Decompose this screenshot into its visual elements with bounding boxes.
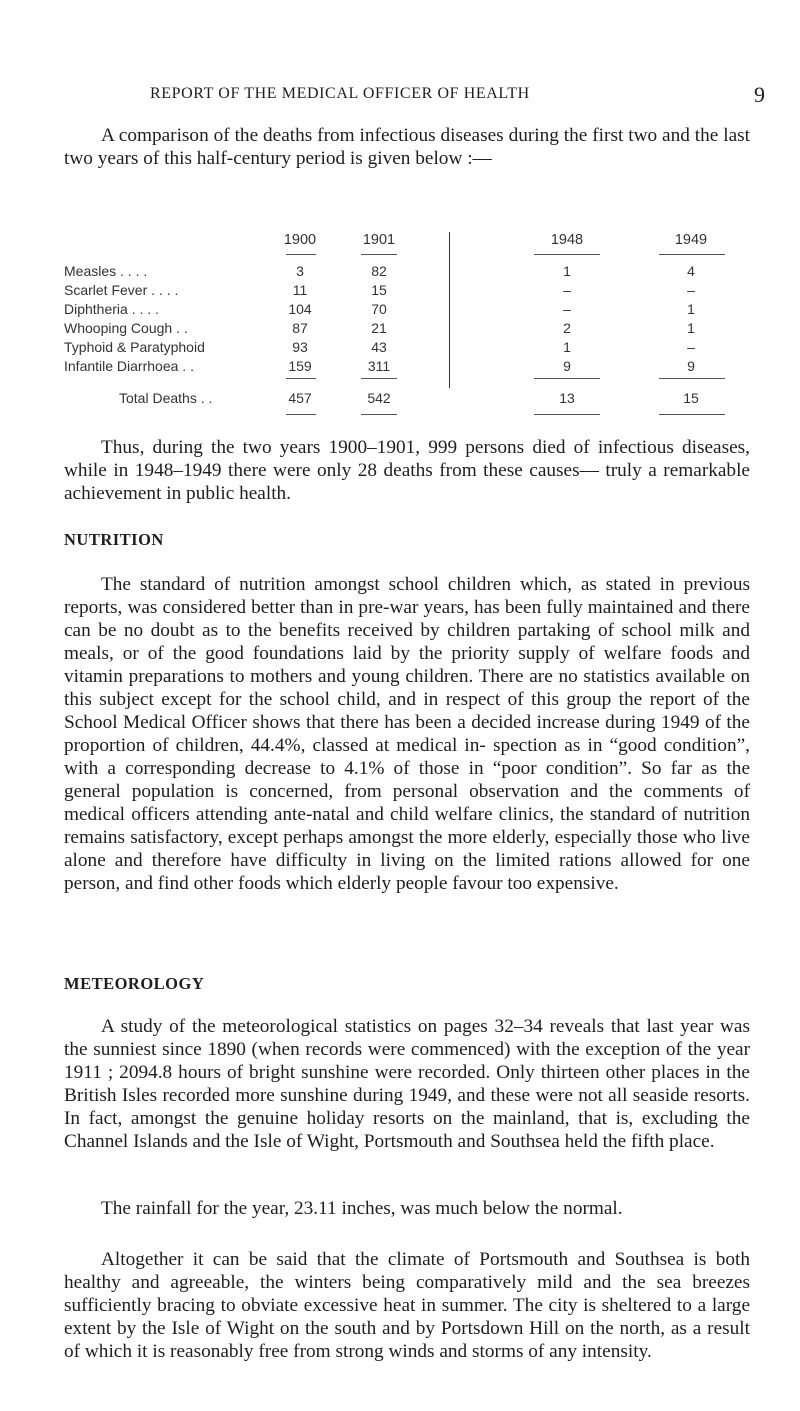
bottom-rule bbox=[286, 414, 316, 415]
total-label: Total Deaths . . bbox=[119, 390, 213, 406]
column-header-1901: 1901 bbox=[362, 232, 396, 248]
intro-paragraph bbox=[64, 124, 750, 170]
table-cell: 1 bbox=[563, 263, 571, 279]
row-label: Diphtheria . . . . bbox=[64, 301, 159, 317]
row-label: Scarlet Fever . . . . bbox=[64, 282, 179, 298]
total-cell: 542 bbox=[367, 390, 391, 406]
bottom-rule bbox=[659, 414, 725, 415]
total-rule bbox=[534, 378, 600, 379]
table-cell: 159 bbox=[288, 358, 312, 374]
table-cell: 9 bbox=[563, 358, 571, 374]
nutrition-heading: NUTRITION bbox=[64, 530, 164, 549]
meteorology-heading: METEOROLOGY bbox=[64, 974, 205, 993]
row-label: Infantile Diarrhoea . . bbox=[64, 358, 194, 374]
table-cell: 3 bbox=[296, 263, 304, 279]
table-cell: – bbox=[563, 282, 571, 298]
table-cell: 11 bbox=[292, 282, 308, 298]
table-cell: 87 bbox=[292, 320, 308, 336]
total-cell: 457 bbox=[288, 390, 312, 406]
table-cell: – bbox=[563, 301, 571, 317]
header-rule bbox=[361, 254, 397, 255]
intro-text: A comparison of the deaths from infectious diseases during the first two and the last two years of this half-century period is given below :— bbox=[64, 125, 750, 169]
total-cell: 15 bbox=[683, 390, 699, 406]
meteorology-paragraph-1: A study of the meteorological statistics on pages 32–34 reveals that last year was the sunniest since 1890 (when records were commenced) with the exception of the year 1911 ; 2094.8 hours of bright sunshine were recorded. Only thirteen other places in the British Isles recorded more sunshine during 1949, and these were not all seaside resorts. In fact, amongst the genuine holiday resorts on the mainland, that is, excluding the Channel Islands and the Isle of Wight, Portsmouth and Southsea held the fifth place. bbox=[64, 1016, 750, 1152]
table-cell: 82 bbox=[371, 263, 387, 279]
bottom-rule bbox=[361, 414, 397, 415]
table-cell: 2 bbox=[563, 320, 571, 336]
table-cell: 4 bbox=[687, 263, 695, 279]
table-cell: 93 bbox=[292, 339, 308, 355]
header-rule bbox=[659, 254, 725, 255]
table-cell: – bbox=[687, 339, 695, 355]
page-number: 9 bbox=[754, 82, 765, 107]
table-cell: 311 bbox=[367, 358, 391, 374]
header-rule bbox=[286, 254, 316, 255]
bottom-rule bbox=[534, 414, 600, 415]
table-cell: 21 bbox=[371, 320, 387, 336]
total-rule bbox=[659, 378, 725, 379]
table-cell: 70 bbox=[371, 301, 387, 317]
column-header-1949: 1949 bbox=[674, 232, 708, 248]
header-rule bbox=[534, 254, 600, 255]
table-cell: 43 bbox=[371, 339, 387, 355]
table-cell: 1 bbox=[687, 301, 695, 317]
table-cell: – bbox=[687, 282, 695, 298]
meteorology-paragraph-2: The rainfall for the year, 23.11 inches, was much below the normal. bbox=[101, 1198, 623, 1219]
nutrition-paragraph: The standard of nutrition amongst school children which, as stated in previous reports, was considered better than in pre-war years, has been fully maintained and there can be no doubt as to the benefits received by children partaking of school milk and meals, or of the good foundations laid by the priority supply of welfare foods and vitamin preparations to mothers and young children. There are no statistics available on this subject except for the school child, and in respect of this group the report of the School Medical Officer shows that there has been a decided increase during 1949 of the proportion of children, 44.4%, classed at medical in- spection as in “good condition”, with a corresponding decrease to 4.1% of those in “poor condition”. So far as the general population is concerned, from personal observation and the comments of medical officers attending ante-natal and child welfare clinics, the standard of nutrition remains satisfactory, except perhaps amongst the more elderly, especially those who live alone and therefore have difficulty in living on the limited rations allowed for one person, and find other foods which elderly people favour too expensive. bbox=[64, 574, 750, 894]
total-rule bbox=[361, 378, 397, 379]
summary-paragraph: Thus, during the two years 1900–1901, 999 persons died of infectious diseases, while in 1948–1949 there were only 28 deaths from these causes— truly a remarkable achievement in public health. bbox=[64, 437, 750, 504]
total-cell: 13 bbox=[559, 390, 575, 406]
table-cell: 104 bbox=[288, 301, 312, 317]
table-cell: 9 bbox=[687, 358, 695, 374]
total-rule bbox=[286, 378, 316, 379]
meteorology-paragraph-3: Altogether it can be said that the climate of Portsmouth and Southsea is both healthy and agreeable, the winters being comparatively mild and the sea breezes sufficiently bracing to obviate excessive heat in summer. The city is sheltered to a large extent by the Isle of Wight on the south and by Portsdown Hill on the north, as a result of which it is reasonably free from strong winds and storms of any intensity. bbox=[64, 1249, 750, 1362]
running-header: REPORT OF THE MEDICAL OFFICER OF HEALTH bbox=[150, 85, 530, 102]
table-cell: 15 bbox=[371, 282, 387, 298]
table-cell: 1 bbox=[563, 339, 571, 355]
table-cell: 1 bbox=[687, 320, 695, 336]
row-label: Typhoid & Paratyphoid bbox=[64, 339, 205, 355]
column-header-1900: 1900 bbox=[283, 232, 317, 248]
deaths-comparison-table bbox=[64, 232, 754, 406]
column-header-1948: 1948 bbox=[550, 232, 584, 248]
row-label: Measles . . . . bbox=[64, 263, 148, 279]
table-divider bbox=[449, 232, 450, 388]
row-label: Whooping Cough . . bbox=[64, 320, 188, 336]
